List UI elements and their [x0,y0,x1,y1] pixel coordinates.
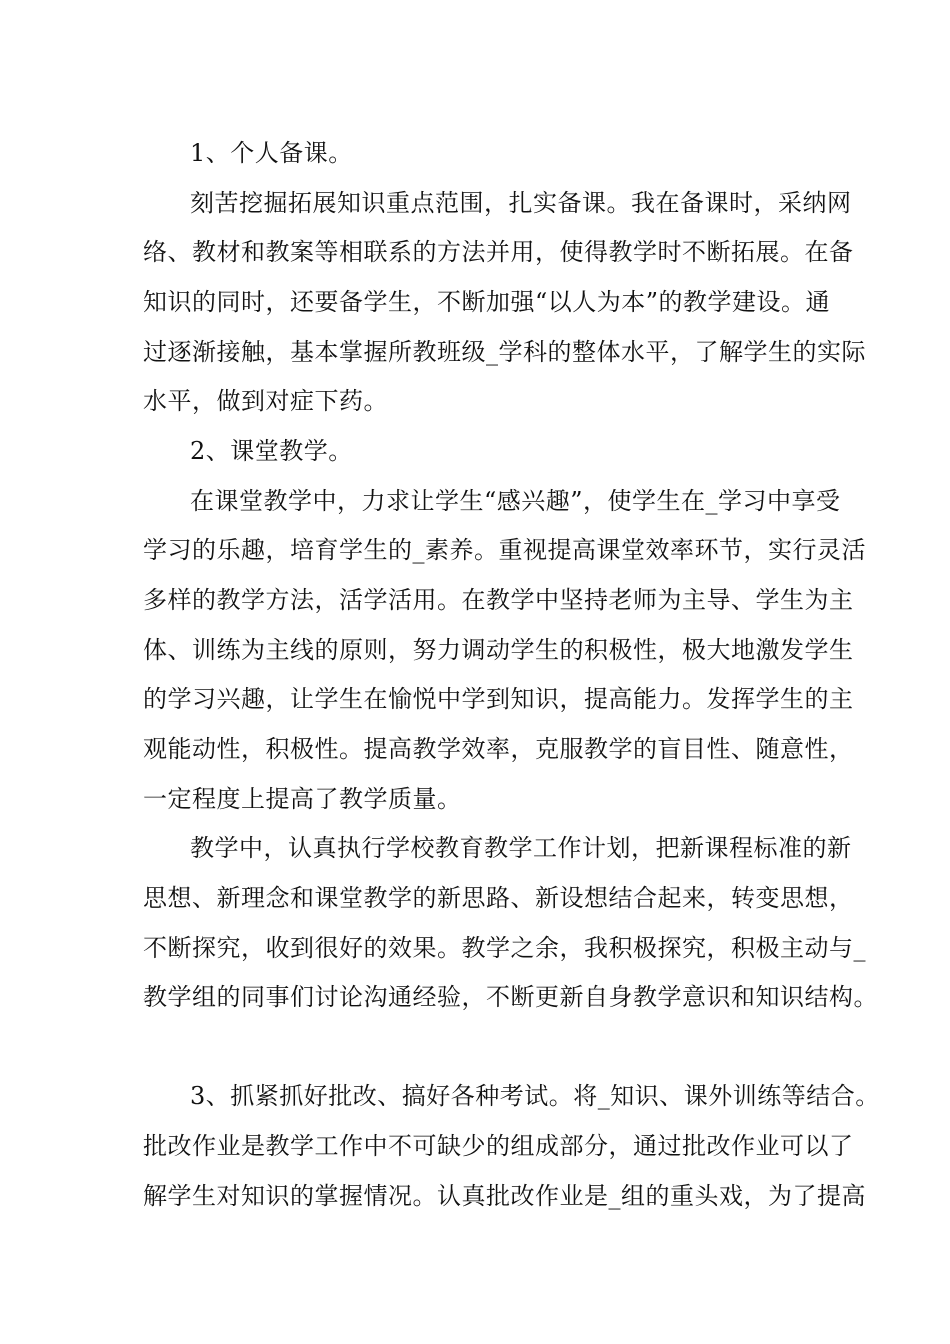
paragraph-line: 观能动性，积极性。提高教学效率，克服教学的盲目性、随意性， [143,735,854,763]
paragraph-line: 解学生对知识的掌握情况。认真批改作业是_组的重头戏，为了提高 [143,1182,866,1210]
paragraph-line: 多样的教学方法，活学活用。在教学中坚持老师为主导、学生为主 [143,586,854,614]
paragraph-line: 络、教材和教案等相联系的方法并用，使得教学时不断拓展。在备 [143,238,854,266]
heading-classroom-teaching: 2、课堂教学。 [190,437,353,465]
paragraph-line: 思想、新理念和课堂教学的新思路、新设想结合起来，转变思想， [143,884,854,912]
paragraph-line: 教学组的同事们讨论沟通经验，不断更新自身教学意识和知识结构。 [143,983,878,1011]
paragraph-line: 批改作业是教学工作中不可缺少的组成部分，通过批改作业可以了 [143,1132,854,1160]
paragraph-line: 过逐渐接触，基本掌握所教班级_学科的整体水平，了解学生的实际 [143,338,866,366]
paragraph-line: 体、训练为主线的原则，努力调动学生的积极性，极大地激发学生 [143,636,854,664]
paragraph-line: 不断探究，收到很好的效果。教学之余，我积极探究，积极主动与_ [143,934,866,962]
paragraph-line: 学习的乐趣，培育学生的_素养。重视提高课堂效率环节，实行灵活 [143,536,866,564]
paragraph-line: 知识的同时，还要备学生，不断加强“以人为本”的教学建设。通 [143,288,831,316]
paragraph-line: 的学习兴趣，让学生在愉悦中学到知识，提高能力。发挥学生的主 [143,685,854,713]
paragraph-line: 一定程度上提高了教学质量。 [143,785,462,813]
paragraph-line: 刻苦挖掘拓展知识重点范围，扎实备课。我在备课时，采纳网 [190,189,852,217]
heading-personal-lesson-prep: 1、个人备课。 [190,139,353,167]
paragraph-line: 教学中，认真执行学校教育教学工作计划，把新课程标准的新 [190,834,852,862]
paragraph-line: 在课堂教学中，力求让学生“感兴趣”，使学生在_学习中享受 [190,487,841,515]
heading-grading-exams: 3、抓紧抓好批改、搞好各种考试。将_知识、课外训练等结合。 [190,1082,880,1110]
paragraph-line: 水平，做到对症下药。 [143,387,388,415]
